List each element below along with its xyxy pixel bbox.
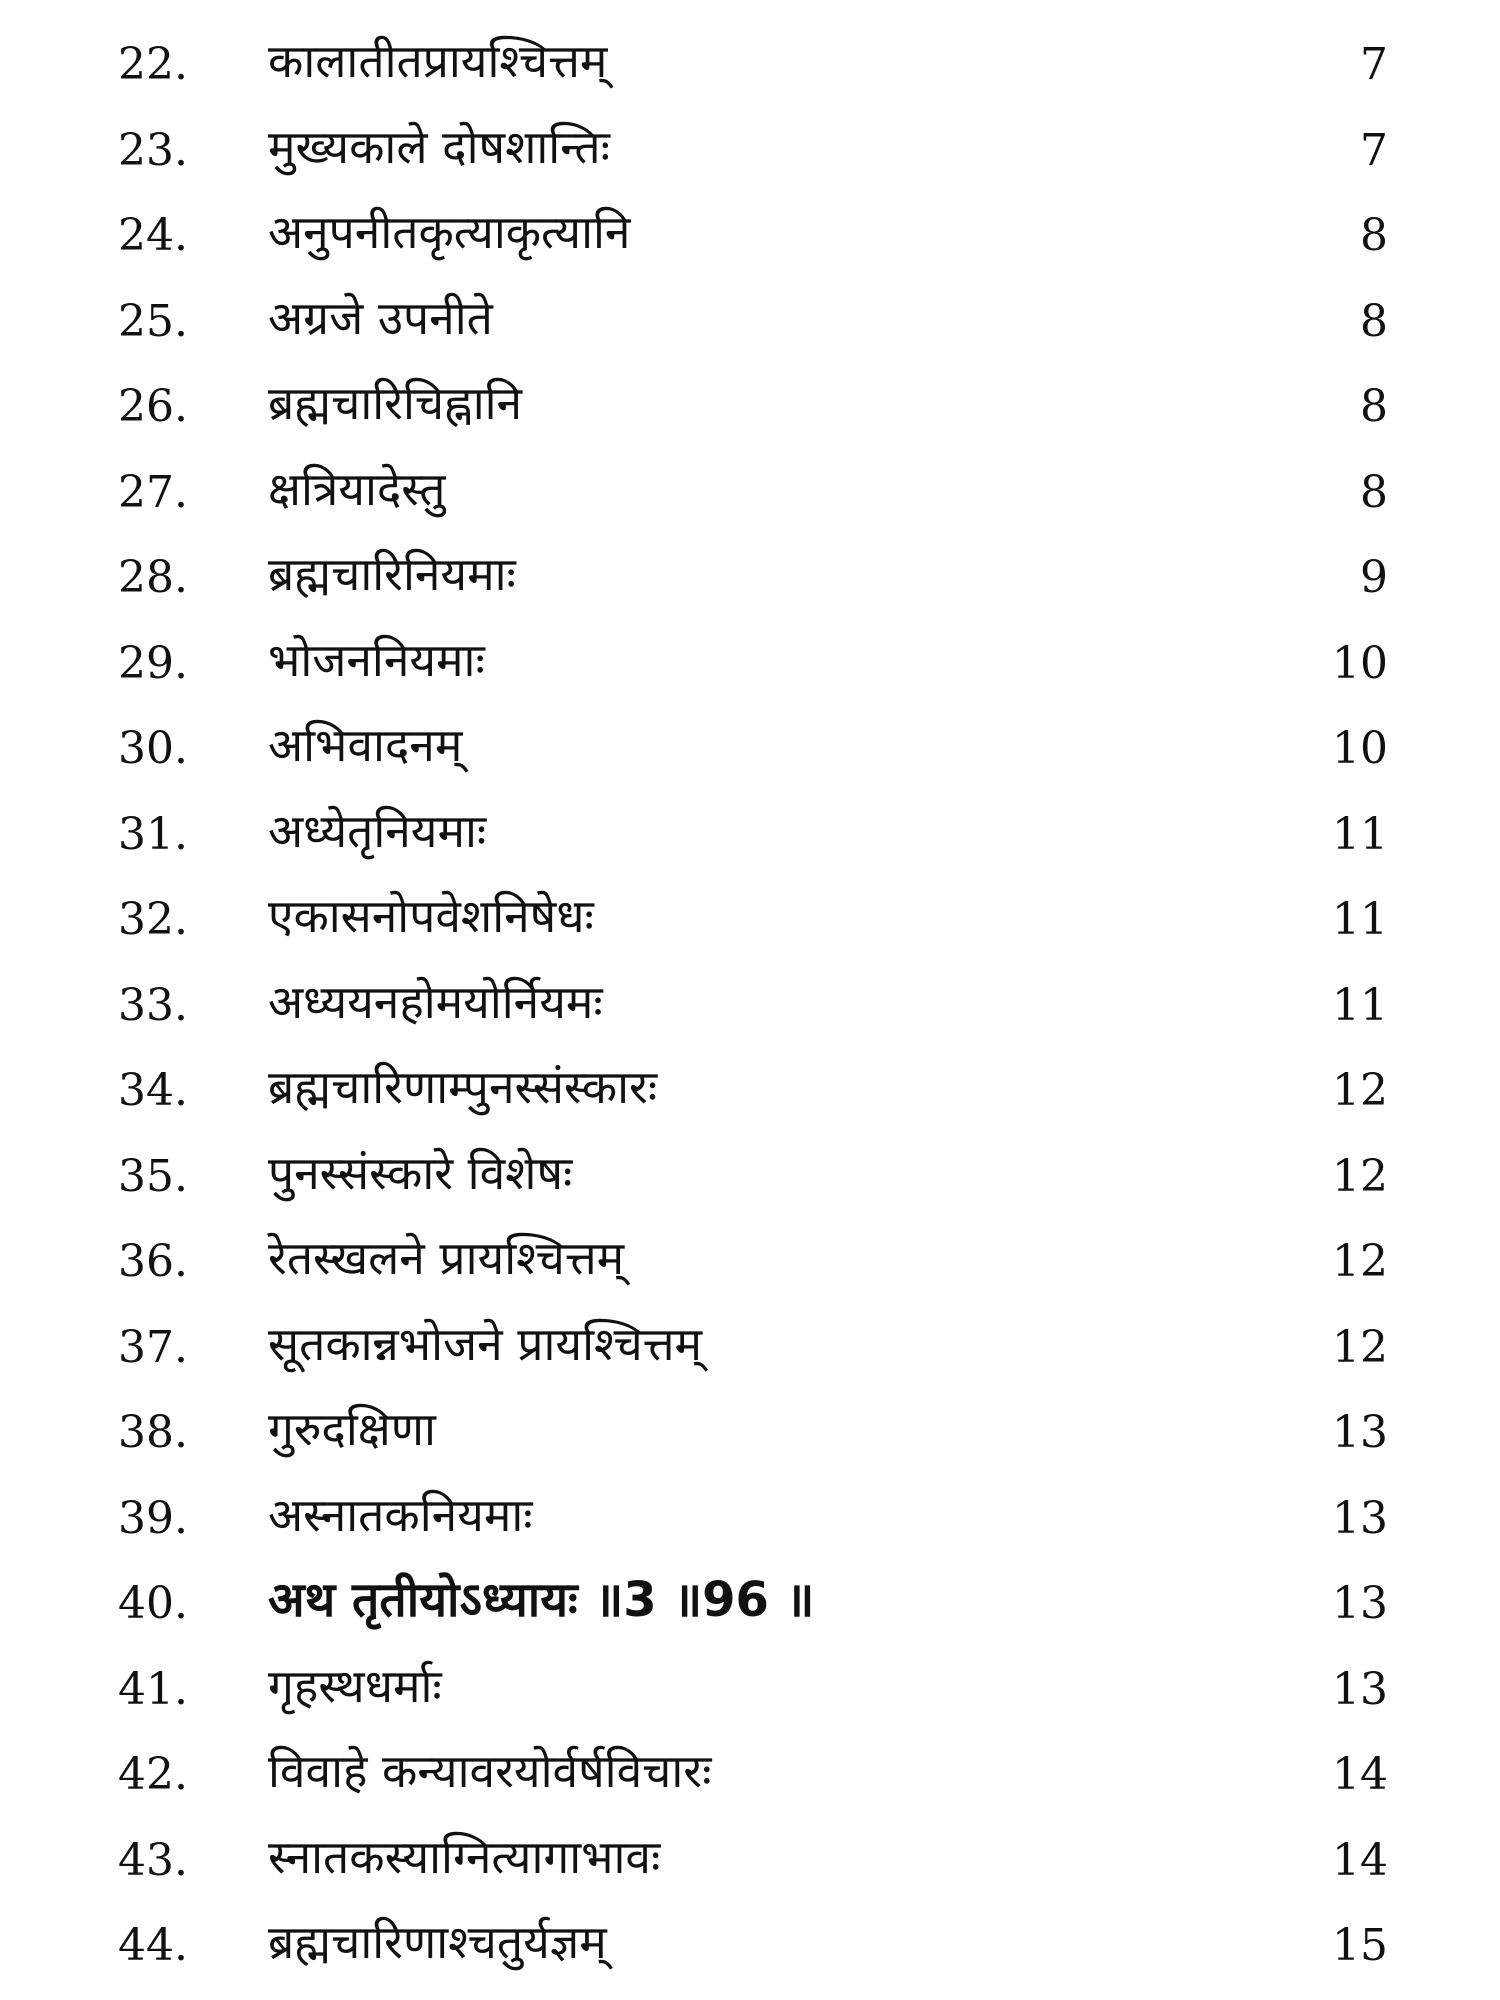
entry-page-number: 8 bbox=[1360, 381, 1388, 432]
entry-page-number: 12 bbox=[1332, 1065, 1388, 1116]
entry-title: मुख्यकाले दोषशान्तिः bbox=[268, 119, 610, 174]
entry-number: 31. bbox=[118, 808, 188, 860]
toc-entry bbox=[0, 873, 1500, 959]
entry-title: अभिवादनम् bbox=[268, 718, 463, 772]
toc-chapter-heading bbox=[0, 1557, 1500, 1643]
entry-page-number: 9 bbox=[1360, 552, 1388, 603]
entry-page-number: 7 bbox=[1360, 39, 1388, 90]
entry-page-number: 14 bbox=[1332, 1749, 1388, 1800]
entry-title: ब्रह्मचारिनियमाः bbox=[268, 547, 516, 601]
toc-entry bbox=[0, 959, 1500, 1045]
entry-page-number: 12 bbox=[1332, 1321, 1388, 1373]
toc-entry bbox=[0, 1130, 1500, 1216]
entry-title: गुरुदक्षिणा bbox=[268, 1402, 436, 1456]
entry-number: 22. bbox=[118, 39, 188, 90]
toc-entry bbox=[0, 1899, 1500, 1985]
toc-entry bbox=[0, 18, 1500, 104]
entry-page-number: 15 bbox=[1332, 1920, 1388, 1971]
entry-number: 24. bbox=[118, 210, 188, 261]
entry-page-number: 10 bbox=[1332, 723, 1388, 774]
entry-title: अध्ययनहोमयोर्नियमः bbox=[268, 974, 603, 1029]
entry-title: भोजननियमाः bbox=[268, 632, 485, 687]
entry-title: पुनस्संस्कारे विशेषः bbox=[268, 1145, 573, 1200]
entry-title: अग्रजे उपनीते bbox=[268, 290, 493, 345]
entry-page-number: 13 bbox=[1332, 1578, 1388, 1629]
toc-entry bbox=[0, 702, 1500, 788]
toc-entry bbox=[0, 1215, 1500, 1301]
entry-page-number: 10 bbox=[1332, 637, 1388, 689]
entry-title: एकासनोपवेशनिषेधः bbox=[268, 889, 594, 943]
entry-number: 33. bbox=[118, 979, 188, 1031]
toc-entry bbox=[0, 189, 1500, 275]
toc-entry bbox=[0, 1044, 1500, 1130]
entry-title: कालातीतप्रायश्चित्तम् bbox=[268, 34, 608, 88]
entry-title: ब्रह्मचारिचिह्नानि bbox=[268, 376, 523, 430]
entry-page-number: 11 bbox=[1332, 979, 1388, 1031]
entry-title: ब्रह्मचारिणाश्चतुर्यज्ञम् bbox=[268, 1915, 607, 1969]
entry-page-number: 11 bbox=[1332, 894, 1388, 945]
entry-page-number: 13 bbox=[1332, 1492, 1388, 1544]
entry-page-number: 11 bbox=[1332, 808, 1388, 860]
toc-entry bbox=[0, 617, 1500, 703]
table-of-contents bbox=[0, 18, 1500, 1985]
toc-entry bbox=[0, 1386, 1500, 1472]
entry-title: अनुपनीतकृत्याकृत्यानि bbox=[268, 205, 631, 259]
entry-page-number: 12 bbox=[1332, 1150, 1388, 1202]
entry-number: 26. bbox=[118, 381, 188, 432]
entry-title: क्षत्रियादेस्तु bbox=[268, 461, 446, 516]
toc-entry bbox=[0, 1643, 1500, 1729]
entry-page-number: 8 bbox=[1360, 466, 1388, 518]
entry-number: 25. bbox=[118, 295, 188, 347]
toc-entry bbox=[0, 788, 1500, 874]
entry-number: 40. bbox=[118, 1578, 188, 1629]
entry-number: 28. bbox=[118, 552, 188, 603]
toc-entry bbox=[0, 1472, 1500, 1558]
entry-number: 38. bbox=[118, 1407, 188, 1458]
toc-entry bbox=[0, 531, 1500, 617]
entry-page-number: 13 bbox=[1332, 1407, 1388, 1458]
entry-number: 44. bbox=[118, 1920, 188, 1971]
toc-entry bbox=[0, 446, 1500, 532]
entry-number: 36. bbox=[118, 1236, 188, 1287]
toc-entry bbox=[0, 275, 1500, 361]
entry-number: 34. bbox=[118, 1065, 188, 1116]
entry-page-number: 14 bbox=[1332, 1834, 1388, 1886]
entry-number: 32. bbox=[118, 894, 188, 945]
entry-title: विवाहे कन्यावरयोर्वर्षविचारः bbox=[268, 1744, 712, 1798]
entry-page-number: 8 bbox=[1360, 210, 1388, 261]
entry-page-number: 13 bbox=[1332, 1663, 1388, 1715]
entry-title: स्नातकस्याग्नित्यागाभावः bbox=[268, 1829, 661, 1884]
toc-entry bbox=[0, 1814, 1500, 1900]
entry-title: अस्नातकनियमाः bbox=[268, 1487, 533, 1542]
toc-entry bbox=[0, 360, 1500, 446]
entry-page-number: 8 bbox=[1360, 295, 1388, 347]
entry-title: ब्रह्मचारिणाम्पुनस्संस्कारः bbox=[268, 1060, 658, 1114]
entry-number: 29. bbox=[118, 637, 188, 689]
entry-title: गृहस्थधर्माः bbox=[268, 1658, 442, 1713]
entry-page-number: 12 bbox=[1332, 1236, 1388, 1287]
entry-page-number: 7 bbox=[1360, 124, 1388, 176]
entry-title: रेतस्खलने प्रायश्चित्तम् bbox=[268, 1231, 625, 1285]
entry-number: 23. bbox=[118, 124, 188, 176]
entry-number: 41. bbox=[118, 1663, 188, 1715]
entry-number: 27. bbox=[118, 466, 188, 518]
toc-entry bbox=[0, 1728, 1500, 1814]
chapter-title: अथ तृतीयोऽध्यायः ॥3 ॥96 ॥ bbox=[268, 1572, 815, 1628]
entry-number: 35. bbox=[118, 1150, 188, 1202]
entry-number: 30. bbox=[118, 723, 188, 774]
entry-title: अध्येतृनियमाः bbox=[268, 803, 487, 858]
entry-title: सूतकान्नभोजने प्रायश्चित्तम् bbox=[268, 1316, 703, 1371]
entry-number: 37. bbox=[118, 1321, 188, 1373]
toc-entry bbox=[0, 104, 1500, 190]
entry-number: 43. bbox=[118, 1834, 188, 1886]
entry-number: 39. bbox=[118, 1492, 188, 1544]
entry-number: 42. bbox=[118, 1749, 188, 1800]
toc-entry bbox=[0, 1301, 1500, 1387]
